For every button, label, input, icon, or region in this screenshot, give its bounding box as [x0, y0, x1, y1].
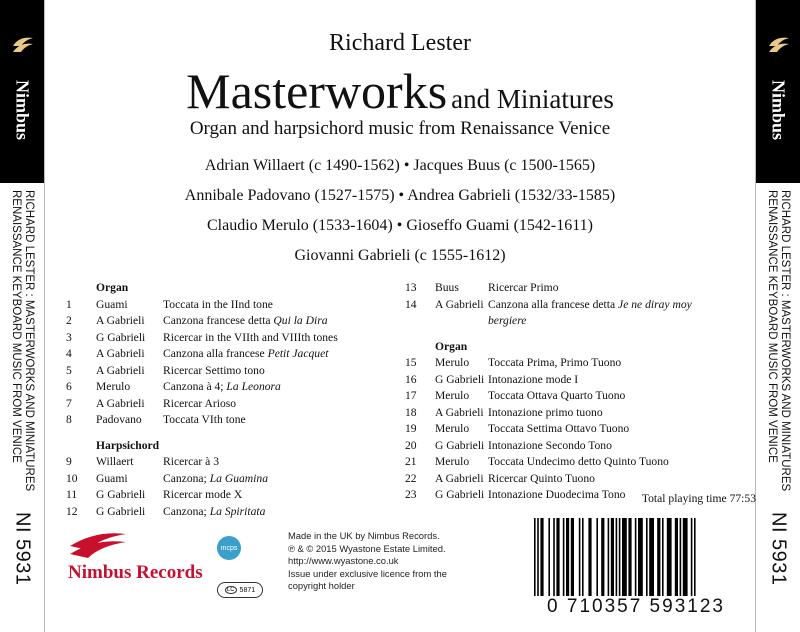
track-composer: Guami [96, 297, 128, 311]
barcode-bars [520, 518, 752, 596]
track-row [66, 363, 396, 380]
composer-line: Giovanni Gabrieli (c 1555-1612) [294, 247, 506, 264]
track-number: 19 [405, 422, 417, 435]
track-title-text: Ricercar Quinto Tuono [488, 471, 595, 485]
track-title-text: Toccata Settima Ottavo Tuono [488, 422, 630, 435]
track-title-text: Intonazione Secondo Tono [488, 438, 612, 452]
track-title-text: Intonazione mode I [488, 372, 579, 386]
track-composer: A Gabrieli [96, 314, 145, 327]
track-composer: A Gabrieli [435, 297, 484, 311]
track-row [405, 471, 750, 488]
track-number: 11 [66, 488, 78, 501]
barcode-bar [553, 518, 555, 596]
track-number: 22 [405, 471, 417, 485]
album-title [44, 62, 756, 120]
lc-prefix: LC [226, 587, 235, 593]
legal-line: ℗ & © 2015 Wyastone Estate Limited. [288, 542, 446, 554]
track-composer: G Gabrieli [96, 504, 146, 518]
nimbus-records-logo-text: Nimbus Records [68, 562, 203, 582]
track-number: 12 [66, 504, 78, 518]
track-title [163, 330, 338, 347]
track-number: 3 [66, 330, 72, 344]
barcode-bar [691, 518, 693, 596]
track-title-text: Toccata Prima, Primo Tuono [488, 356, 622, 369]
track-title [163, 363, 265, 380]
track-row [66, 346, 396, 363]
total-playing-time: Total playing time 77:53 [641, 492, 756, 505]
barcode-bar [635, 518, 637, 596]
track-title-text: Toccata in the IInd tone [163, 297, 273, 311]
track-composer: Guami [96, 471, 128, 485]
legal-line: Issue under exclusive licence from the [288, 567, 447, 579]
track-number: 7 [66, 396, 72, 410]
barcode-bar [616, 518, 618, 596]
track-row [405, 405, 750, 422]
track-title [163, 313, 328, 330]
track-list-column-2 [405, 280, 750, 504]
track-number: 4 [66, 347, 72, 360]
track-number: 15 [405, 356, 417, 369]
barcode-bar [534, 518, 536, 596]
track-title-text: Ricercar in the VIIth and VIIIth tones [163, 330, 338, 344]
composer-list [44, 151, 756, 271]
barcode-bar [683, 518, 688, 596]
track-row [66, 396, 396, 413]
barcode-bar [649, 518, 654, 596]
barcode-bar [608, 518, 610, 596]
track-title [163, 412, 246, 429]
barcode-bar [622, 518, 627, 596]
track-row [66, 297, 396, 314]
track-title-italic: La Spiritata [209, 504, 266, 518]
barcode-bar [675, 518, 678, 596]
track-composer: Merulo [435, 356, 470, 369]
track-title [488, 471, 595, 488]
spine-catalogue-number: NI 5931 [767, 512, 790, 586]
track-title [488, 454, 669, 471]
barcode-bar [563, 518, 565, 596]
track-row [66, 313, 396, 330]
section-heading-harpsichord: Harpsichord [96, 438, 160, 452]
track-number: 5 [66, 363, 72, 377]
track-composer: G Gabrieli [435, 372, 485, 386]
track-title-text: Canzona à 4; [163, 380, 227, 393]
track-row [66, 487, 396, 504]
track-row [66, 412, 396, 429]
barcode-bar [619, 518, 621, 596]
barcode-bar [601, 518, 604, 596]
section-heading-organ: Organ [435, 339, 468, 353]
album-title-main: Masterworks [186, 63, 448, 119]
track-title [488, 280, 559, 297]
track-row [405, 372, 750, 389]
spine-title-line: RENAISSANCE KEYBOARD MUSIC FROM VENICE [10, 190, 22, 463]
track-number: 10 [66, 471, 78, 485]
barcode-bar [667, 518, 672, 596]
spine-title [760, 190, 796, 490]
barcode-bar [537, 518, 539, 596]
track-title [163, 297, 273, 314]
track-composer: Merulo [96, 380, 131, 393]
nimbus-spine-logo [0, 0, 44, 183]
composer-line: Adrian Willaert (c 1490-1562) • Jacques Buus (c 1500-1565) [204, 157, 596, 174]
track-row [405, 421, 750, 438]
track-row [405, 297, 750, 314]
track-row [66, 330, 396, 347]
track-title [163, 396, 236, 413]
barcode-bar [556, 518, 559, 596]
barcode-bar [596, 518, 598, 596]
track-row [405, 438, 750, 455]
barcode-bar [540, 518, 543, 596]
nimbus-emblem-icon [11, 34, 35, 56]
barcode-bar [657, 518, 660, 596]
track-title-text: Ricercar Primo [488, 281, 559, 294]
track-title [163, 379, 281, 396]
spine-catalogue-number: NI 5931 [11, 512, 34, 586]
track-number: 14 [405, 297, 417, 311]
track-composer: G Gabrieli [96, 330, 146, 344]
track-composer: A Gabrieli [435, 471, 484, 485]
track-title-continuation: bergiere [488, 314, 527, 327]
spine-title-line: RENAISSANCE KEYBOARD MUSIC FROM VENICE [766, 190, 778, 463]
left-spine [0, 0, 45, 632]
section-heading-organ: Organ [96, 281, 129, 294]
track-composer: A Gabrieli [435, 405, 484, 419]
track-number: 17 [405, 389, 417, 402]
track-title [488, 388, 625, 405]
spine-title-line: RICHARD LESTER : MASTERWORKS AND MINIATURES [23, 190, 35, 492]
track-row [66, 471, 396, 488]
track-title [488, 405, 603, 422]
barcode-bar [638, 518, 643, 596]
track-title-italic: La Guamina [209, 471, 268, 485]
spine-title [4, 190, 40, 490]
track-composer: A Gabrieli [96, 396, 145, 410]
mcps-logo: mcps [217, 536, 241, 560]
barcode-bar [582, 518, 584, 596]
track-list-column-1 [66, 280, 396, 520]
barcode-bar [694, 518, 696, 596]
barcode-bar [662, 518, 664, 596]
album-subtitle: Organ and harpsichord music from Renaissance Venice [189, 118, 611, 139]
label-code-logo [217, 582, 263, 598]
legal-line: Made in the UK by Nimbus Records. [288, 530, 440, 541]
barcode-bar [611, 518, 614, 596]
composer-line: Claudio Merulo (1533-1604) • Gioseffo Guami (1542-1611) [207, 217, 593, 234]
barcode-digits: 0 710357 593123 [547, 596, 725, 617]
lc-code: 5871 [239, 586, 256, 594]
track-composer: Merulo [435, 422, 470, 435]
track-title [488, 297, 692, 314]
track-number: 16 [405, 372, 417, 386]
track-title [488, 421, 629, 438]
track-row [66, 379, 396, 396]
track-number: 8 [66, 413, 72, 426]
label-name: Nimbus [768, 79, 789, 141]
track-title-text: Ricercar Settimo tono [163, 363, 265, 377]
track-title [163, 487, 242, 504]
track-composer: Buus [435, 281, 459, 294]
track-number: 9 [66, 455, 72, 468]
performer-name: Richard Lester [329, 30, 471, 56]
track-title-text: Canzona; [163, 471, 210, 485]
track-title-italic: Petit Jacquet [267, 347, 329, 360]
track-number: 1 [66, 297, 72, 311]
track-title-text: Intonazione Duodecima Tono [488, 488, 626, 501]
legal-url[interactable]: http://www.wyastone.co.uk [288, 555, 399, 567]
track-composer: Merulo [435, 455, 470, 468]
legal-notice [288, 530, 498, 593]
track-title [488, 438, 612, 455]
track-title-text: Ricercar mode X [163, 488, 243, 501]
right-spine [755, 0, 800, 632]
nimbus-spine-logo [756, 0, 800, 183]
track-row [66, 454, 396, 471]
track-title [163, 454, 219, 471]
track-title-text: Intonazione primo tuono [488, 405, 603, 419]
track-row [405, 355, 750, 372]
track-title-italic: Qui la Dira [273, 314, 328, 327]
barcode [520, 518, 752, 618]
track-number: 2 [66, 314, 72, 327]
legal-line: copyright holder [288, 580, 355, 592]
track-composer: G Gabrieli [435, 488, 485, 501]
barcode-bar [680, 518, 682, 596]
track-title [488, 355, 621, 372]
track-composer: A Gabrieli [96, 347, 145, 360]
nimbus-emblem-icon [767, 34, 791, 56]
barcode-bar [548, 518, 550, 596]
track-number: 20 [405, 438, 417, 452]
track-title-text: Toccata VIth tone [163, 413, 246, 426]
track-composer: Merulo [435, 389, 470, 402]
track-title-italic: La Leonora [226, 380, 281, 393]
barcode-bar [628, 518, 631, 596]
track-title-text: Toccata Ottava Quarto Tuono [488, 389, 626, 402]
track-title-text: Canzona; [163, 504, 210, 518]
track-composer: G Gabrieli [96, 488, 146, 501]
label-name: Nimbus [12, 79, 33, 141]
barcode-bar [646, 518, 648, 596]
track-row [405, 454, 750, 471]
track-title [163, 346, 328, 363]
track-title-italic: Je ne diray moy [618, 297, 692, 311]
track-title [163, 471, 268, 488]
track-title [163, 504, 265, 521]
track-number: 13 [405, 281, 417, 294]
track-number: 23 [405, 488, 417, 501]
album-title-sub: and Miniatures [451, 84, 614, 114]
barcode-bar [579, 518, 581, 596]
spine-title-line: RICHARD LESTER : MASTERWORKS AND MINIATURES [779, 190, 791, 492]
track-row [66, 504, 396, 521]
track-title-text: Ricercar à 3 [163, 455, 219, 468]
barcode-bar [571, 518, 574, 596]
composer-line: Annibale Padovano (1527-1575) • Andrea Gabrieli (1532/33-1585) [184, 187, 616, 204]
nimbus-records-logo [66, 528, 204, 582]
track-composer: Padovano [96, 413, 142, 426]
track-title-text: Canzona alla francese detta [488, 297, 619, 311]
barcode-bar [566, 518, 569, 596]
track-composer: A Gabrieli [96, 363, 145, 377]
track-title-text: Canzona francese detta [163, 314, 274, 327]
track-title-text: Ricercar Arioso [163, 396, 237, 410]
track-composer: Willaert [96, 455, 134, 468]
track-composer: G Gabrieli [435, 438, 485, 452]
track-title [488, 372, 578, 389]
track-number: 21 [405, 455, 417, 468]
track-title-text: Toccata Undecimo detto Quinto Tuono [488, 455, 669, 468]
track-row [405, 280, 750, 297]
track-number: 6 [66, 380, 72, 393]
track-row [405, 388, 750, 405]
track-title-text: Canzona alla francese [163, 347, 268, 360]
barcode-bar [588, 518, 591, 596]
track-number: 18 [405, 405, 417, 419]
